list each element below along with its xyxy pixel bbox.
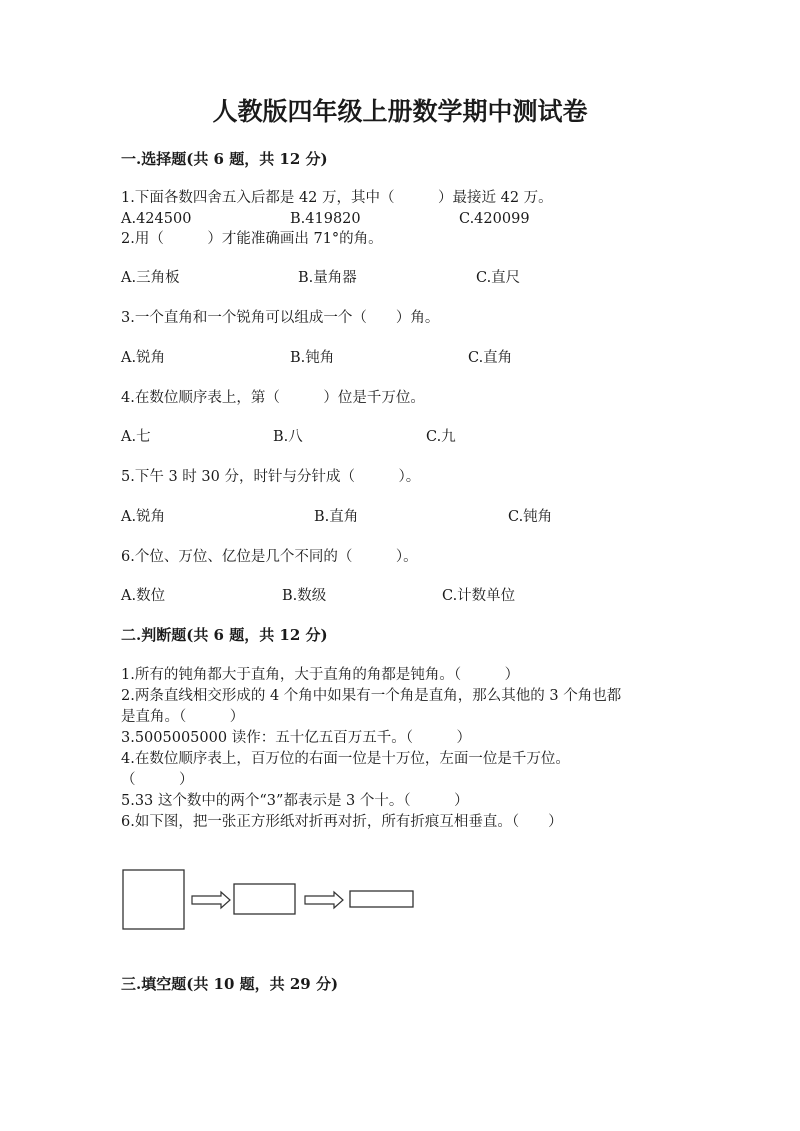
judgement-line: 3.5005005000 读作：五十亿五百万五千。（ ） — [121, 730, 471, 746]
judgement-line: （ ） — [121, 772, 194, 788]
section-heading-fill-blank: 三.填空题(共 10 题，共 29 分) — [121, 975, 339, 993]
option-a: A.锐角 — [121, 509, 166, 525]
option-b: B.直角 — [314, 509, 359, 525]
square-paper-shape — [123, 870, 184, 929]
option-c: C.九 — [426, 429, 456, 445]
option-c: C.420099 — [459, 211, 530, 227]
option-a: A.锐角 — [121, 350, 166, 366]
option-a: A.七 — [121, 429, 151, 445]
option-a: A.数位 — [121, 588, 166, 604]
question-stem: 2.用（ ）才能准确画出 71°的角。 — [121, 231, 383, 247]
judgement-line: 5.33 这个数中的两个“3”都表示是 3 个十。（ ） — [121, 793, 469, 809]
option-c: C.直角 — [468, 350, 513, 366]
page-title: 人教版四年级上册数学期中测试卷 — [212, 97, 588, 126]
option-b: B.419820 — [290, 211, 361, 227]
option-b: B.八 — [273, 429, 303, 445]
judgement-line: 是直角。（ ） — [121, 709, 245, 725]
judgement-line: 1.所有的钝角都大于直角，大于直角的角都是钝角。（ ） — [121, 667, 520, 683]
folded-twice-shape — [350, 891, 413, 907]
question-stem: 5.下午 3 时 30 分，时针与分针成（ ）。 — [121, 469, 421, 485]
section-heading-judgement: 二.判断题(共 6 题，共 12 分) — [121, 626, 328, 644]
folded-once-shape — [234, 884, 295, 914]
option-b: B.量角器 — [298, 270, 357, 286]
arrow-right-icon — [305, 892, 343, 908]
option-a: A.424500 — [121, 211, 192, 227]
question-stem: 3.一个直角和一个锐角可以组成一个（ ）角。 — [121, 310, 440, 326]
option-a: A.三角板 — [121, 270, 180, 286]
question-stem: 1.下面各数四舍五入后都是 42 万，其中（ ）最接近 42 万。 — [121, 190, 553, 206]
option-c: C.直尺 — [476, 270, 521, 286]
option-b: B.数级 — [282, 588, 327, 604]
arrow-right-icon — [192, 892, 230, 908]
question-stem: 6.个位、万位、亿位是几个不同的（ ）。 — [121, 549, 418, 565]
judgement-line: 4.在数位顺序表上，百万位的右面一位是十万位，左面一位是千万位。 — [121, 751, 570, 767]
option-b: B.钝角 — [290, 350, 335, 366]
judgement-line: 6.如下图，把一张正方形纸对折再对折，所有折痕互相垂直。（ ） — [121, 814, 563, 830]
section-heading-choice: 一.选择题(共 6 题，共 12 分) — [121, 150, 328, 168]
question-stem: 4.在数位顺序表上，第（ ）位是千万位。 — [121, 390, 425, 406]
judgement-line: 2.两条直线相交形成的 4 个角中如果有一个角是直角，那么其他的 3 个角也都 — [121, 688, 622, 704]
option-c: C.钝角 — [508, 509, 553, 525]
option-c: C.计数单位 — [442, 588, 516, 604]
